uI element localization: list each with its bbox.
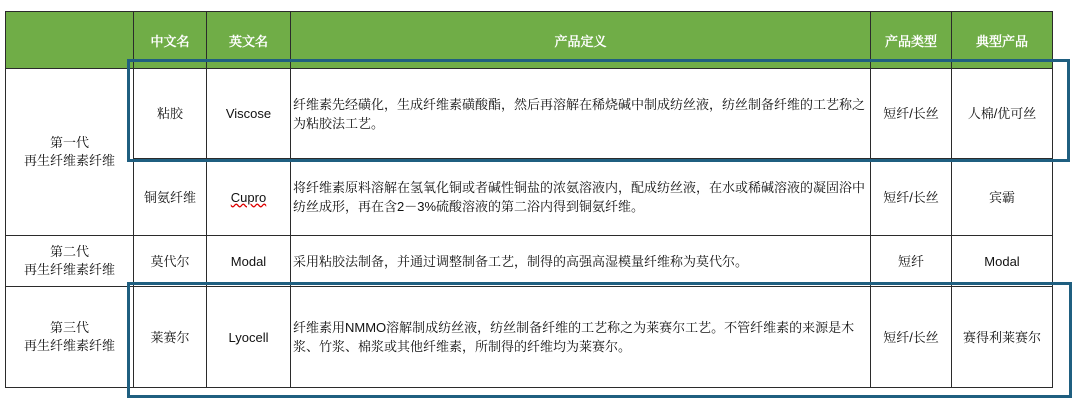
definition-cell: 纤维素先经磺化，生成纤维素磺酸酯，然后再溶解在稀烧碱中制成纺丝液，纺丝制备纤维的工艺称之为粘胶法工艺。 [291,69,871,159]
generation-cell-2 [6,236,134,287]
typical-product-cell: 宾霸 [952,159,1053,236]
generation-sublabel: 再生纤维素纤维 [23,153,115,168]
fiber-comparison-table [5,11,1053,388]
generation-label: 第三代 [49,320,89,335]
product-type-cell: 短纤 [871,236,952,287]
table-row [6,287,1053,388]
chinese-name-cell: 莱赛尔 [134,287,207,388]
definition-cell: 采用粘胶法制备，并通过调整制备工艺，制得的高强高湿模量纤维称为莫代尔。 [291,236,871,287]
chinese-name-cell: 粘胶 [134,69,207,159]
definition-cell: 将纤维素原料溶解在氢氧化铜或者碱性铜盐的浓氨溶液内，配成纺丝液，在水或稀碱溶液的凝固浴中纺丝成形，再在含2－3%硫酸溶液的第二浴内得到铜氨纤维。 [291,159,871,236]
typical-product-cell: Modal [952,236,1053,287]
generation-label: 第二代 [49,244,89,259]
table-row [6,236,1053,287]
header-product-type: 产品类型 [871,12,952,69]
header-definition: 产品定义 [291,12,871,69]
header-chinese-name: 中文名 [134,12,207,69]
english-name-text: Cupro [230,189,267,205]
typical-product-cell: 赛得利莱赛尔 [952,287,1053,388]
table-row [6,69,1053,159]
english-name-cell [207,159,291,236]
generation-sublabel: 再生纤维素纤维 [23,262,115,277]
generation-label: 第一代 [49,135,89,150]
product-type-cell: 短纤/长丝 [871,287,952,388]
english-name-cell: Lyocell [207,287,291,388]
chinese-name-cell: 莫代尔 [134,236,207,287]
typical-product-cell: 人棉/优可丝 [952,69,1053,159]
english-name-cell: Modal [207,236,291,287]
header-row [6,12,1053,69]
generation-cell-3 [6,287,134,388]
definition-cell: 纤维素用NMMO溶解制成纺丝液，纺丝制备纤维的工艺称之为莱赛尔工艺。不管纤维素的来源是木浆、竹浆、棉浆或其他纤维素，所制得的纤维均为莱赛尔。 [291,287,871,388]
header-english-name: 英文名 [207,12,291,69]
generation-sublabel: 再生纤维素纤维 [23,338,115,353]
product-type-cell: 短纤/长丝 [871,159,952,236]
header-generation [6,12,134,69]
product-type-cell: 短纤/长丝 [871,69,952,159]
chinese-name-cell: 铜氨纤维 [134,159,207,236]
header-typical-product: 典型产品 [952,12,1053,69]
english-name-cell: Viscose [207,69,291,159]
generation-cell-1 [6,69,134,236]
table-row [6,159,1053,236]
